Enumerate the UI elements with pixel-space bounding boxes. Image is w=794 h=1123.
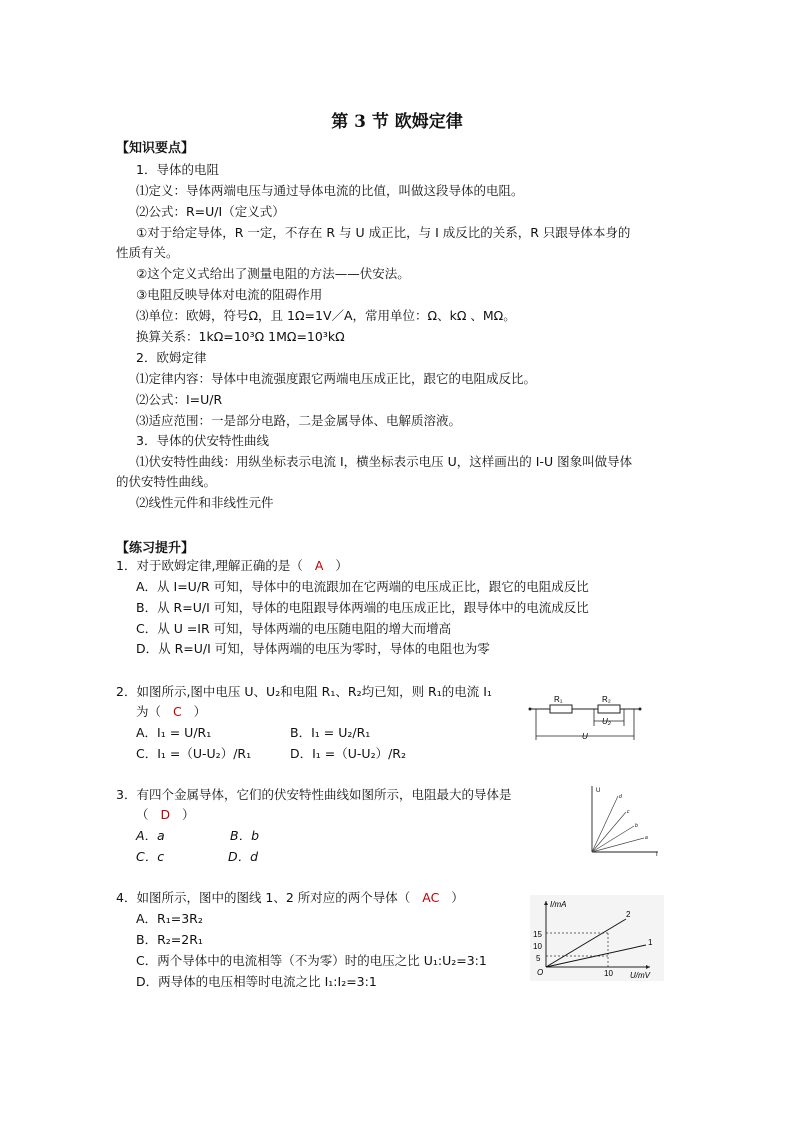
knowledge-line: ③电阻反映导体对电流的阻碍作用 <box>136 287 323 302</box>
line-2-label: 2 <box>626 910 631 919</box>
question-4-option-c: C．两个导体中的电流相等（不为零）时的电压之比 U₁:U₂=3:1 <box>136 953 487 968</box>
question-4-option-b: B．R₂=2R₁ <box>136 932 203 947</box>
line-1-label: 1 <box>648 938 653 947</box>
knowledge-line: ①对于给定导体，R 一定，不存在 R 与 U 成正比，与 I 成反比的关系，R 只跟导体本身的 <box>136 225 631 240</box>
knowledge-line: ②这个定义式给出了测量电阻的方法——伏安法。 <box>136 266 410 281</box>
label-d: d <box>619 794 622 800</box>
question-3-option-c: C．c <box>136 849 165 864</box>
resistor-r1 <box>550 705 572 713</box>
knowledge-line: ⑶适应范围：一是部分电路，二是金属导体、电解质溶液。 <box>136 413 462 428</box>
y-axis-label: U <box>596 788 601 794</box>
answer-2: C <box>172 704 182 719</box>
question-3-option-b: B．b <box>230 828 260 843</box>
r2-label: R₂ <box>602 695 611 704</box>
question-3-option-d: D．d <box>228 849 259 864</box>
graph-y-label: I/mA <box>550 900 567 909</box>
question-1-option-b: B．从 R=U/I 可知，导体的电阻跟导体两端的电压成正比，跟导体中的电流成反比 <box>136 600 589 615</box>
label-a: a <box>645 835 648 841</box>
ytick-5: 5 <box>536 954 541 963</box>
knowledge-line: 的伏安特性曲线。 <box>116 474 217 489</box>
knowledge-line: ⑵公式：I=U/R <box>136 392 223 407</box>
graph-x-label: U/mV <box>630 971 650 980</box>
question-1-option-d: D．从 R=U/I 可知，导体两端的电压为零时，导体的电阻也为零 <box>136 641 490 656</box>
question-3-stem: 3．有四个金属导体，它们的伏安特性曲线如图所示，电阻最大的导体是 <box>116 787 512 802</box>
knowledge-line: ⑵线性元件和非线性元件 <box>136 495 274 510</box>
ytick-10: 10 <box>533 942 542 951</box>
question-1-option-a: A．从 I=U/R 可知，导体中的电流跟加在它两端的电压成正比，跟它的电阻成反比 <box>136 579 589 594</box>
label-c: c <box>627 809 630 815</box>
graph-origin: O <box>537 968 544 977</box>
knowledge-line: ⑶单位：欧姆，符号Ω，且 1Ω=1V／A，常用单位：Ω、kΩ 、MΩ。 <box>136 308 516 323</box>
knowledge-line: ⑴定义：导体两端电压与通过导体电流的比值，叫做这段导体的电阻。 <box>136 183 524 198</box>
knowledge-line: 性质有关。 <box>116 245 179 260</box>
question-2-option-c: C．I₁ =（U-U₂）/R₁ <box>136 746 252 761</box>
u2-label: U₂ <box>602 717 611 726</box>
knowledge-line: ⑵公式：R=U/I（定义式） <box>136 204 285 219</box>
answer-4: AC <box>422 890 440 905</box>
question-1-option-c: C．从 U =IR 可知，导体两端的电压随电阻的增大而增高 <box>136 621 452 636</box>
circuit-diagram <box>528 690 644 744</box>
x-axis-label: I <box>656 852 658 858</box>
u-label: U <box>582 732 588 741</box>
knowledge-line: 1．导体的电阻 <box>136 162 219 177</box>
question-4-option-a: A．R₁=3R₂ <box>136 911 203 926</box>
question-2-option-d: D．I₁ =（U-U₂）/R₂ <box>290 746 406 761</box>
ui-graph-figure <box>584 780 664 860</box>
question-2-option-a: A．I₁ = U/R₁ <box>136 725 212 740</box>
question-3-stem-2: （ D ） <box>136 807 195 822</box>
r1-label: R₁ <box>554 695 563 704</box>
knowledge-heading: 【知识要点】 <box>116 141 195 156</box>
knowledge-line: 换算关系：1kΩ=10³Ω 1MΩ=10³kΩ <box>136 329 345 344</box>
question-2-stem: 2．如图所示,图中电压 U、U₂和电阻 R₁、R₂均已知，则 R₁的电流 I₁ <box>116 684 492 699</box>
knowledge-line: 3．导体的伏安特性曲线 <box>136 433 269 448</box>
question-1-stem: 1．对于欧姆定律,理解正确的是（ A ） <box>116 558 348 573</box>
ytick-15: 15 <box>533 930 542 939</box>
question-4-stem: 4．如图所示，图中的图线 1、2 所对应的两个导体（ AC ） <box>116 890 464 905</box>
xtick-10: 10 <box>604 969 613 978</box>
page-title: 第 3 节 欧姆定律 <box>331 112 463 132</box>
question-2-option-b: B．I₁ = U₂/R₁ <box>290 725 371 740</box>
question-3-option-a: A．a <box>136 828 165 843</box>
question-2-stem-2: 为（ C ） <box>136 704 207 719</box>
knowledge-line: ⑴伏安特性曲线：用纵坐标表示电流 I，横坐标表示电压 U，这样画出的 I-U 图象叫做导体 <box>136 454 633 469</box>
answer-3: D <box>160 807 171 822</box>
line-c <box>592 812 626 852</box>
question-4-option-d: D．两导体的电压相等时电流之比 I₁:I₂=3:1 <box>136 974 377 989</box>
resistor-r2 <box>598 705 620 713</box>
line-a <box>592 838 644 852</box>
iu-graph-figure <box>530 895 664 981</box>
label-b: b <box>635 823 638 829</box>
knowledge-line: ⑴定律内容：导体中电流强度跟它两端电压成正比，跟它的电阻成反比。 <box>136 371 537 386</box>
practice-heading: 【练习提升】 <box>116 541 195 556</box>
knowledge-line: 2．欧姆定律 <box>136 350 207 365</box>
answer-1: A <box>314 558 324 573</box>
